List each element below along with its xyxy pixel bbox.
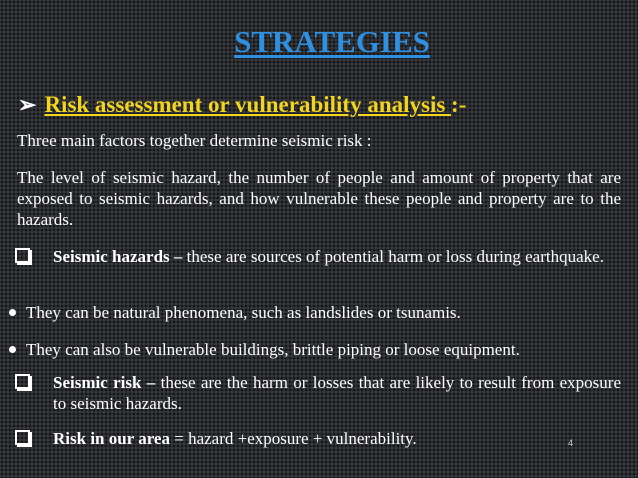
- term-separator: –: [169, 247, 187, 266]
- list-item-seismic-risk: [15, 372, 621, 414]
- term-seismic-risk: Seismic risk: [53, 373, 142, 392]
- term-risk-in-area: Risk in our area: [53, 429, 170, 448]
- list-item-bullet-natural: [9, 302, 461, 323]
- intro-text: Three main factors together determine seismic risk :: [17, 131, 372, 150]
- factors-paragraph: The level of seismic hazard, the number of people and amount of property that are exposed to seismic hazards, and how vulnerable these people and property are to the hazards.: [17, 168, 621, 229]
- section-heading-suffix: :-: [451, 92, 467, 117]
- term-separator: –: [141, 373, 161, 392]
- section-heading-text: Risk assessment or vulnerability analysis: [44, 92, 452, 117]
- list-item-risk-in-area: [15, 428, 621, 449]
- list-item-seismic-hazards: [15, 246, 621, 267]
- dot-bullet-icon: [9, 346, 16, 353]
- bullet-text-natural: They can be natural phenomena, such as landslides or tsunamis.: [26, 303, 461, 322]
- bullet-text-buildings: They can also be vulnerable buildings, brittle piping or loose equipment.: [26, 340, 520, 359]
- page-number: 4: [568, 438, 574, 448]
- section-heading: [18, 92, 466, 118]
- checkbox-bullet-icon: [15, 430, 30, 445]
- desc-seismic-risk: these are the harm or losses that are likely to result from exposure to seismic hazards.: [53, 373, 622, 413]
- list-item-bullet-buildings: [9, 339, 520, 360]
- arrow-bullet-icon: ➢: [18, 92, 37, 117]
- desc-seismic-hazards: these are sources of potential harm or loss during earthquake.: [186, 247, 604, 266]
- checkbox-bullet-icon: [15, 374, 30, 389]
- desc-risk-in-area: = hazard +exposure + vulnerability.: [169, 429, 417, 448]
- checkbox-bullet-icon: [15, 248, 30, 263]
- term-seismic-hazards: Seismic hazards: [53, 247, 170, 266]
- slide-title: STRATEGIES: [234, 24, 430, 59]
- dot-bullet-icon: [9, 309, 16, 316]
